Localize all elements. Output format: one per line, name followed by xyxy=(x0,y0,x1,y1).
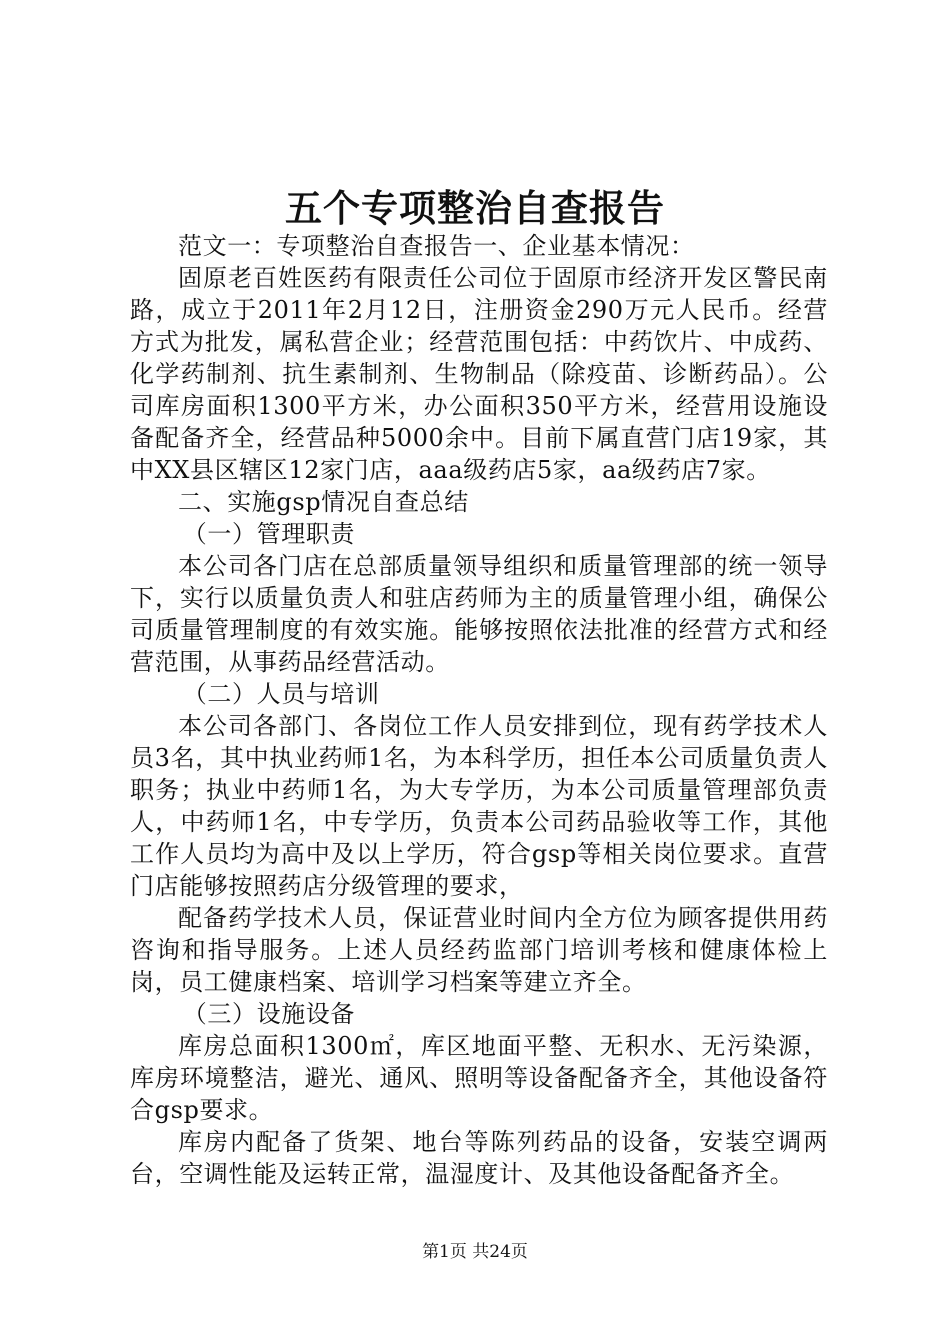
document-title: 五个专项整治自查报告 xyxy=(285,186,665,230)
paragraph-personnel-continued: 配备药学技术人员，保证营业时间内全方位为顾客提供用药咨询和指导服务。上述人员经药监部门培训考核和健康体检上岗，员工健康档案、培训学习档案等建立齐全。 xyxy=(130,904,828,996)
paragraph-equipment: 库房内配备了货架、地台等陈列药品的设备，安装空调两台，空调性能及运转正常，温湿度计、及其他设备配备齐全。 xyxy=(130,1128,828,1188)
document-body xyxy=(130,230,828,1190)
section-heading-gsp: 二、实施gsp情况自查总结 xyxy=(178,488,469,516)
subsection-heading-personnel: （二）人员与培训 xyxy=(182,680,380,708)
subsection-heading-management: （一）管理职责 xyxy=(182,520,355,548)
page-number-footer: 第1页 共24页 xyxy=(422,1242,528,1262)
subsection-heading-facilities: （三）设施设备 xyxy=(182,1000,355,1028)
paragraph-intro: 范文一：专项整治自查报告一、企业基本情况： xyxy=(178,232,695,260)
paragraph-company-info: 固原老百姓医药有限责任公司位于固原市经济开发区警民南路，成立于2011年2月12日，注册资金290万元人民币。经营方式为批发，属私营企业；经营范围包括：中药饮片、中成药、化学药制剂、抗生素制剂、生物制品（除疫苗、诊断药品）。公司库房面积1300平方米，办公面积350平方米，经营用设施设备配备齐全，经营品种5000余中。目前下属直营门店19家，其中XX县区辖区12家门店，aaa级药店5家，aa级药店7家。 xyxy=(130,264,828,484)
paragraph-management: 本公司各门店在总部质量领导组织和质量管理部的统一领导下，实行以质量负责人和驻店药师为主的质量管理小组，确保公司质量管理制度的有效实施。能够按照依法批准的经营方式和经营范围，从事药品经营活动。 xyxy=(130,552,828,676)
paragraph-facilities: 库房总面积1300㎡，库区地面平整、无积水、无污染源，库房环境整洁，避光、通风、照明等设备配备齐全，其他设备符合gsp要求。 xyxy=(130,1032,828,1124)
paragraph-personnel: 本公司各部门、各岗位工作人员安排到位，现有药学技术人员3名，其中执业药师1名，为本科学历，担任本公司质量负责人职务；执业中药师1名，为大专学历，为本公司质量管理部负责人，中药师1名，中专学历，负责本公司药品验收等工作，其他工作人员均为高中及以上学历，符合gsp等相关岗位要求。直营门店能够按照药店分级管理的要求， xyxy=(130,712,828,900)
